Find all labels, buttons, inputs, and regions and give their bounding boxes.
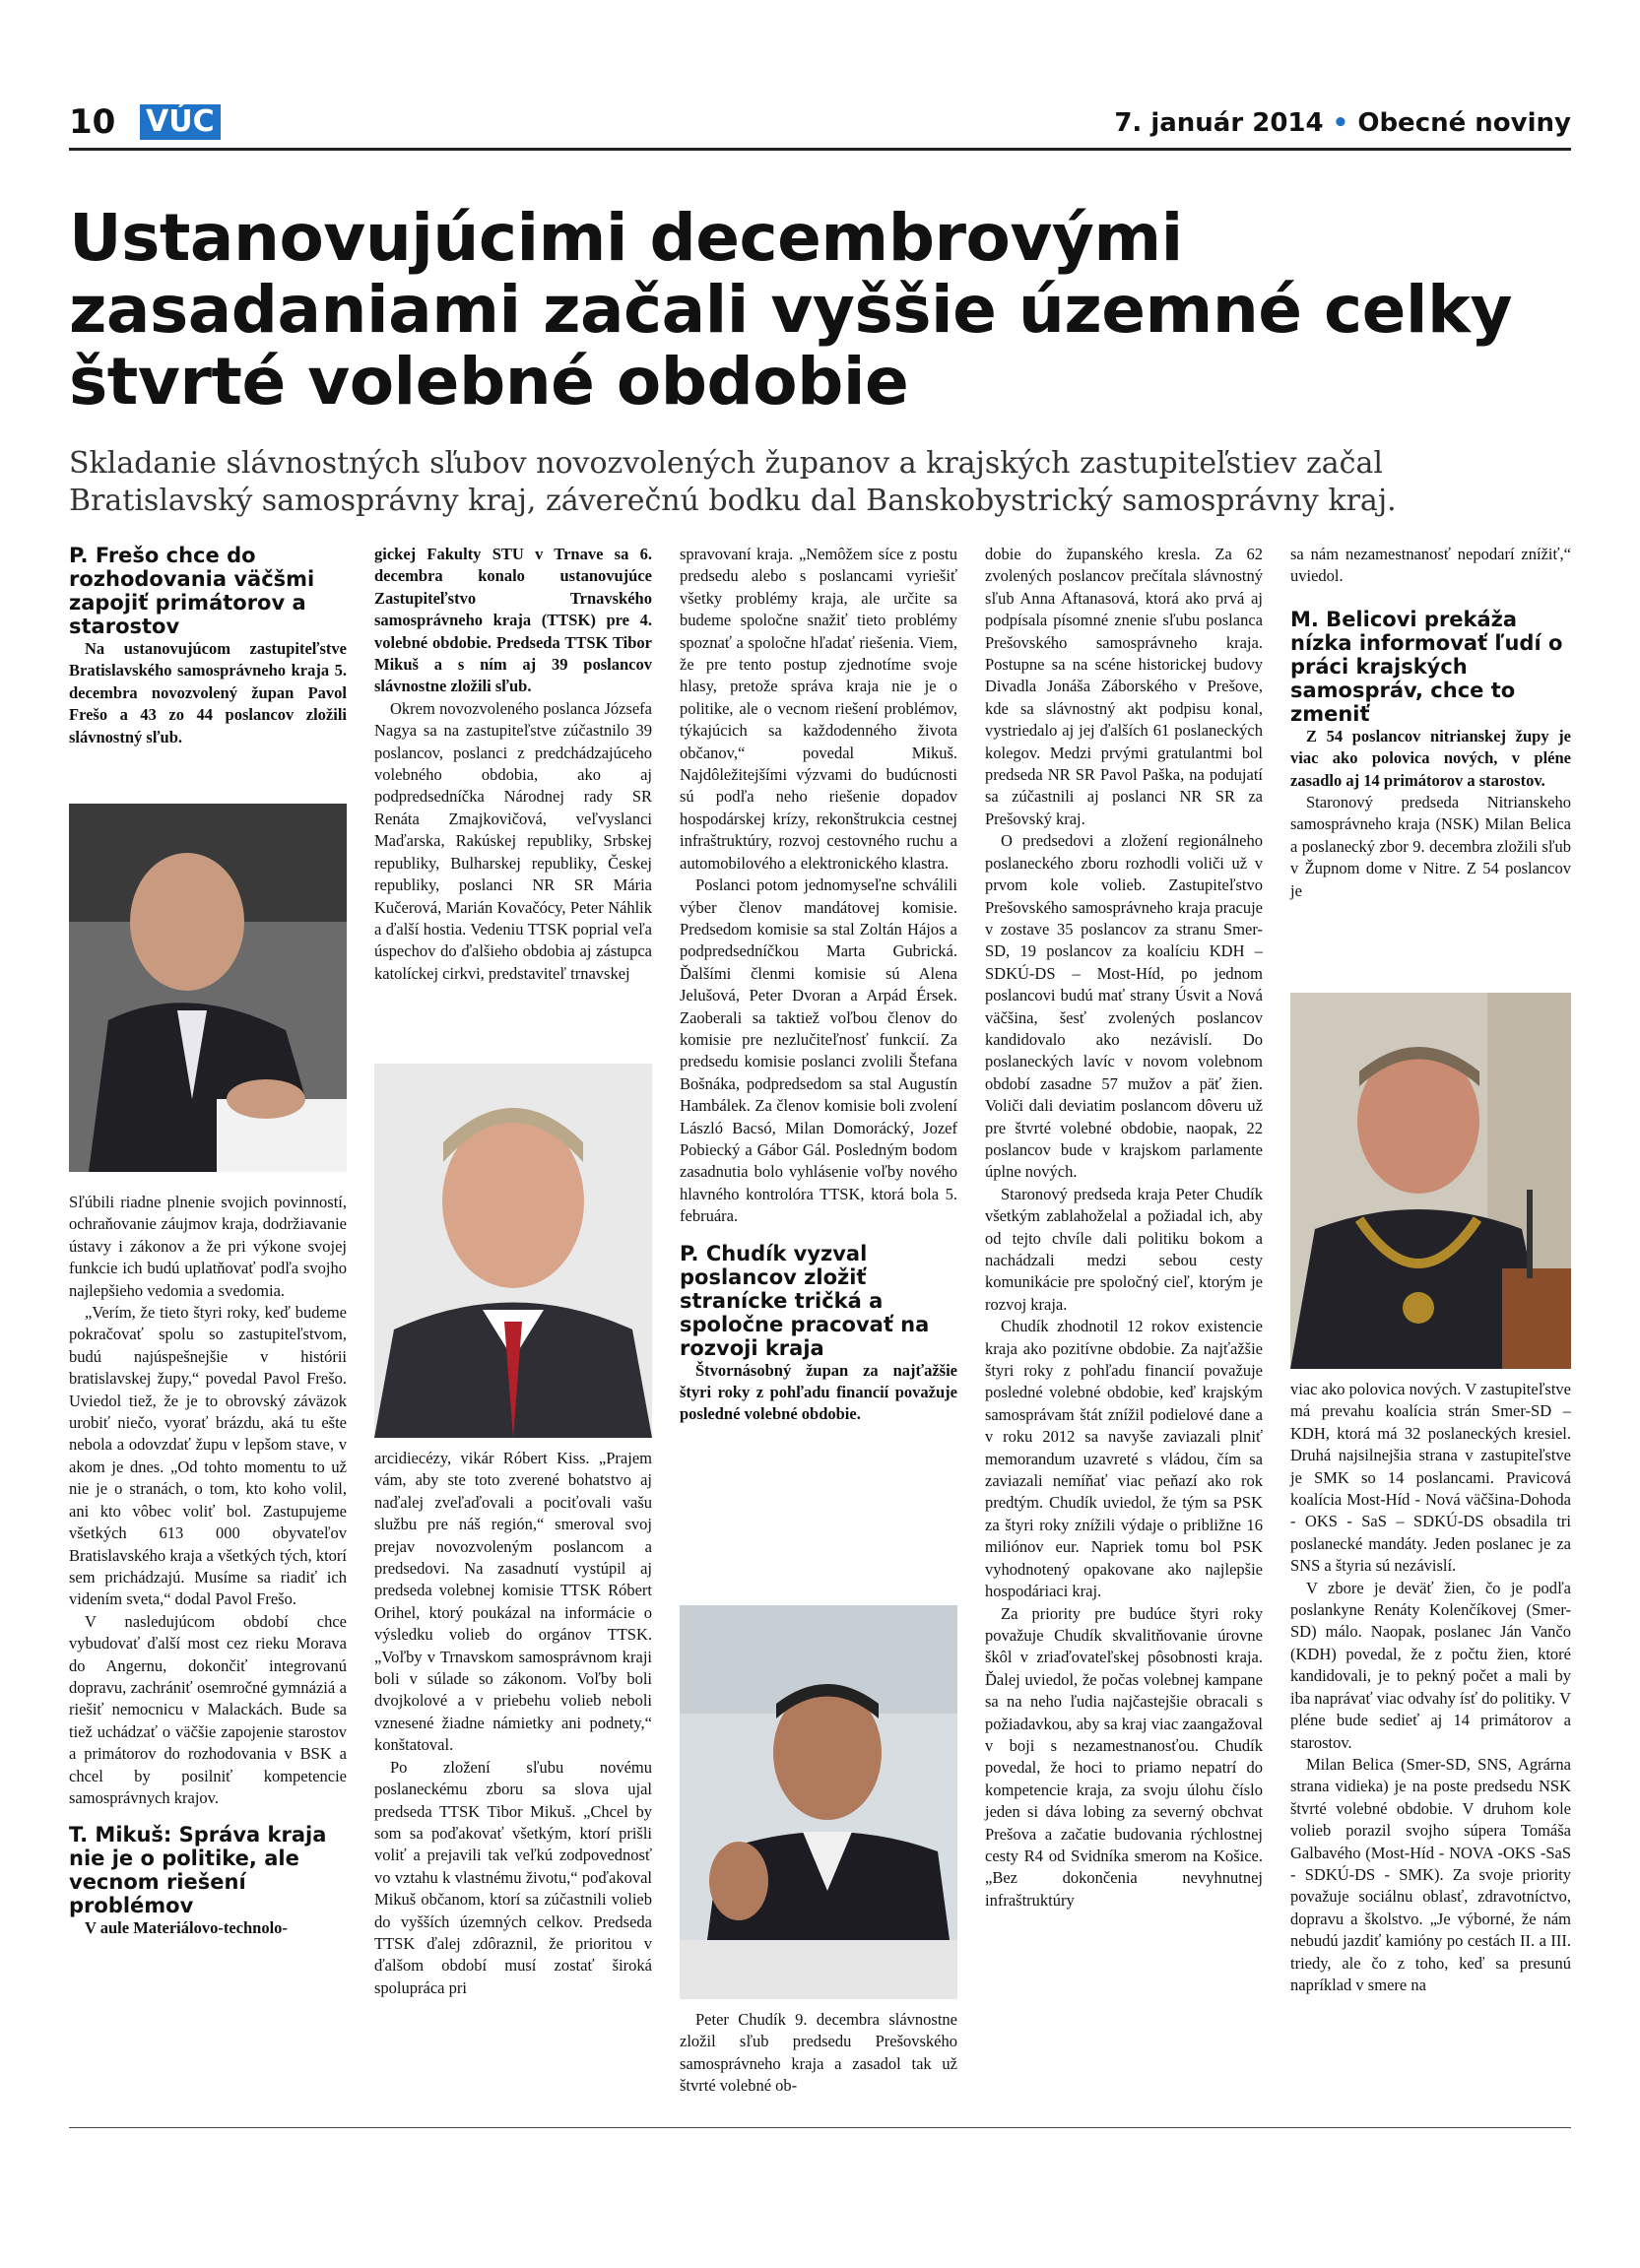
- photo-mikus-image: [374, 1064, 652, 1438]
- paragraph: viac ako polovica nových. V zastupiteľstve má prevahu koalícia strán Smer-SD – KDH, ktorá má 32 poslaneckých kresiel. Druhá najsilnejšia strana v zastupiteľstve je SMK so 14 poslancami. Pravicová koalícia Most-Híd - Nová väčšina-Dohoda - OKS - SaS – SDKÚ-DS obsadila tri poslanecké mandáty. Jeden poslanec je za SNS a štyria sú nezávislí.: [1290, 1380, 1571, 1576]
- photo-milan-belica: [1290, 993, 1571, 1369]
- paragraph: Okrem novozvoleného poslanca Józsefa Nagya sa na zastupiteľstve zúčastnilo 39 poslancov, poslanci z predchádzajúceho volebného obdobia, ako aj podpredsedníčka Národnej rady SR Renáta Zmajkovičová, veľvyslanci Maďarska, Rakúskej republiky, Srbskej republiky, Bulharskej republiky, Českej republiky, poslanci NR SR Mária Kučerová, Marián Kovačócy, Peter Náhlik a ďalší hostia. Vedeniu TTSK poprial veľa úspechov do ďalšieho obdobia aj zástupca katolíckej cirkvi, predstaviteľ trnavskej: [374, 698, 652, 983]
- subhead-freso: P. Frešo chce do rozhodovania väčšmi zapojiť primátorov a starostov: [69, 544, 315, 638]
- section-logo: VÚC: [140, 104, 221, 140]
- issue-date: 7. január 2014: [1114, 108, 1324, 138]
- photo-peter-chudik: [680, 1605, 957, 1999]
- column-2: [374, 544, 652, 985]
- paragraph: „Verím, že tieto štyri roky, keď budeme pokračovať spolu so zastupiteľstvom, budú najúspešnejšie v histórii bratislavskej župy,“ povedal Pavol Frešo. Uviedol tiež, že je to obrovský záväzok urobiť niečo, vyorať brázdu, aká tu ešte nebola a odovzdať župu v lepšom stave, v akom je dnes. „Od tohto momentu to už nie je o stranách, o tom, kto koho volil, ani kto vôbec voliť bol. Zastupujeme všetkých 613 000 obyvateľov Bratislavského kraja a všetkých tých, ktorí sem prichádzajú. Musíme sa riadiť ich videním sveta,“ dodal Pavol Frešo.: [69, 1303, 347, 1609]
- paragraph: spravovaní kraja. „Nemôžem síce z postu predsedu alebo s poslancami vyriešiť všetky problémy kraja, ale určite sa budeme spoločne snažiť tieto problémy spoznať a spoločne hľadať riešenia. Viem, že pre tento postup zjednotíme svoje hlasy, pretože správa kraja nie je o politike, ale o vecnom riešení problémov, týkajúcich sa každodenného života občanov,“ povedal Mikuš. Najdôležitejšími výzvami do budúcnosti sú podľa neho riešenie dopadov hospodárskej krízy, rekonštrukcia cestnej infraštruktúry, rozvoj cestovného ruchu a automobilového a elektronického klastra.: [680, 545, 957, 873]
- paragraph: arcidiecézy, vikár Róbert Kiss. „Prajem vám, aby ste toto zverené bohatstvo aj naďalej zveľaďovali a pociťovali vašu službu pre náš región,“ smeroval svoj prejav novozvoleným poslancom a predsedovi. Na zasadnutí vystúpil aj predseda volebnej komisie TTSK Róbert Orihel, ktorý poukázal na informácie o výsledku volieb do orgánov TTSK. „Voľby v Trnavskom samosprávnom kraji boli v súlade so zákonom. Voľby boli dvojkolové a v priebehu volieb neboli vznesené žiadne námietky ani podnety,“ konštatoval.: [374, 1449, 652, 1755]
- page-header: [69, 98, 1571, 151]
- paragraph: sa nám nezamestnanosť nepodarí znížiť,“ uviedol.: [1290, 545, 1571, 586]
- paragraph: O predsedovi a zložení regionálneho poslaneckého zboru rozhodli voliči už v prvom kole volieb. Zastupiteľstvo Prešovského samosprávneho kraja pracuje v zostave 35 poslancov za stranu Smer-SD, 19 poslancov za koalíciu KDH – SDKÚ-DS – Most-Híd, po jednom poslancovi budú mať strany Úsvit a Nová väčšina, šesť zvolených poslancov kandidovalo ako nezávislí. Do poslaneckých lavíc v novom volebnom období zasadne 57 mužov a päť žien. Voliči dali deviatim poslancom dôveru už pre štvrté volebné obdobie, naopak, 22 poslancov bude v krajskom parlamente úplne nových.: [985, 831, 1263, 1182]
- page-number: 10: [69, 102, 116, 142]
- paragraph: Milan Belica (Smer-SD, SNS, Agrárna strana vidieka) je na poste predsedu NSK štvrté volebné obdobie. V druhom kole volieb porazil svojho súpera Tomáša Galbavého (Most-Híd - NOVA -OKS -SaS - SDKÚ-DS - SMK). Za svoje priority považuje sociálnu oblasť, zdravotníctvo, dopravu a školstvo. „Je výborné, že nám nebudú jazdiť kamióny po cestách II. a III. triedy, ale čo z toho, keď sa presunú napríklad v smere na: [1290, 1754, 1571, 1994]
- photo-freso-image: [69, 804, 347, 1172]
- photo-belica-image: [1290, 993, 1571, 1369]
- headline: Ustanovujúcimi decembrovými zasadaniami začali vyššie územné celky štvrté volebné obdobie: [69, 200, 1512, 420]
- deck: Skladanie slávnostných sľubov novozvolených županov a krajských zastupiteľstiev začal Bratislavský samosprávny kraj, záverečnú bodku dal Banskobystrický samosprávny kraj.: [69, 446, 1397, 518]
- paragraph: Staronový predseda kraja Peter Chudík všetkým zablahoželal a požiadal ich, aby od tejto chvíle dali politiku bokom a nachádzali medzi sebou cesty komunikácie pre spoločný cieľ, ktorým je rozvoj kraja.: [985, 1184, 1263, 1314]
- column-5: [1290, 544, 1571, 902]
- bottom-rule: [69, 2127, 1571, 2128]
- paragraph: Staronový predseda Nitrianskeho samosprávneho kraja (NSK) Milan Belica a poslanecký zbor 9. decembra zložili sľub v Župnom dome v Nitre. Z 54 poslancov je: [1290, 793, 1571, 900]
- lead-chudik: Štvornásobný župan za najťažšie štyri roky z pohľadu financií považuje posledné volebné obdobie.: [680, 1360, 957, 1424]
- bullet-separator: •: [1332, 108, 1349, 138]
- lead-mikus: V aule Materiálovo-technolo-: [85, 1918, 288, 1938]
- subhead-mikus: T. Mikuš: Správa kraja nie je o politike, ale vecnom riešení problémov: [69, 1823, 327, 1918]
- paragraph: Chudík zhodnotil 12 rokov existencie kraja ako pozitívne obdobie. Za najťažšie štyri roky z pohľadu financií považuje posledné volebné obdobie, keď krajským samosprávam štát znížil podielové dane a v roku 2012 sa navyše zaviazali plniť memorandum uzavreté s vládou, čím sa zaviazali nemíňať viac peňazí ako rok predtým. Chudík uviedol, že tým sa PSK za štyri roky znížili výdaje o približne 16 miliónov eur. Napriek tomu bol PSK vyhodnotený opakovane ako najlepšie hospodáriaci kraj.: [985, 1317, 1263, 1601]
- column-4: [985, 544, 1263, 1912]
- photo-caption-chudik: Peter Chudík 9. decembra slávnostne zložil sľub predsedu Prešovského samosprávneho kraja a zasadol tak už štvrté volebné ob-: [680, 2010, 957, 2096]
- column-1: [69, 544, 347, 748]
- column-3-caption: [680, 2009, 957, 2098]
- subhead-belica: M. Belicovi prekáža nízka informovať ľudí o práci krajských samospráv, chce to zmeniť: [1290, 607, 1563, 726]
- paragraph: Sľúbili riadne plnenie svojich povinností, ochraňovanie záujmov kraja, dodržiavanie ústavy i zákonov a že pri výkone svojej funkcie ich budú uplatňovať podľa svojho najlepšieho vedomia a svedomia.: [69, 1193, 347, 1300]
- photo-chudik-image: [680, 1605, 957, 1999]
- lead-freso: Na ustanovujúcom zastupiteľstve Bratislavského samosprávneho kraja 5. decembra novozvolený župan Pavol Frešo a 43 zo 44 poslancov zložili slávnostný sľub.: [69, 639, 347, 746]
- paragraph: Za priority pre budúce štyri roky považuje Chudík skvalitňovanie úrovne škôl v zriaďovateľskej pôsobnosti kraja. Ďalej uviedol, že počas volebnej kampane sa na neho ľudia najčastejšie obracali s požiadavkou, aby sa kraj viac zaangažoval v boji s nezamestnanosťou. Chudík povedal, že hoci to priamo nepatrí do kompetencie kraja, za svoju úlohu číslo jeden si dáva lobing za severný obchvat Prešova a začatie budovania rýchlostnej cesty R4 od Svidníka smerom na Košice. „Bez dokončenia nevyhnutnej infraštruktúry: [985, 1603, 1263, 1910]
- paragraph: V zbore je deväť žien, čo je podľa poslankyne Renáty Kolenčíkovej (Smer-SD) málo. Naopak, poslanec Ján Vančo (KDH) povedal, že z počtu žien, ktoré kandidovali, je to pekný počet a mali by iba naprávať viac odvahy ísť do politiky. V pléne bude sedieť aj 14 primátorov a starostov.: [1290, 1578, 1571, 1752]
- dateline: [1114, 108, 1571, 138]
- column-3: [680, 544, 957, 1426]
- column-2-continued: [374, 1448, 652, 1999]
- photo-tibor-mikus: [374, 1064, 652, 1438]
- paragraph: V nasledujúcom období chce vybudovať ďalší most cez rieku Morava do Angernu, dokončiť integrovanú dopravu, zachrániť osemročné gymnáziá a riešiť nemocnicu v Malackách. Bude sa tiež uchádzať o väčšie zapojenie starostov a primátorov do rozhodovania v BSK a chcel by posilniť kompetencie samosprávnych krajov.: [69, 1611, 347, 1807]
- column-5-continued: [1290, 1379, 1571, 1996]
- paragraph: Poslanci potom jednomyseľne schválili výber členov mandátovej komisie. Predsedom komisie sa stal Zoltán Hájos a podpredsedníčkou Marta Gubrická. Ďalšími členmi komisie sú Alena Jelušová, Peter Dvoran a Arpád Érsek. Zaoberali sa taktiež voľbou členov do komisie pre nezlučiteľnosť funkcií. Za predsedu komisie poslanci zvolili Štefana Bošnáka, podpredsedom sa stal Augustín Hambálek. Za členov komisie boli zvolení László Bacsó, Milan Domorácký, Jozef Pobiecký a Gábor Gál. Posledným bodom zasadnutia bolo vyhlásenie voľby nového hlavného kontrolóra TTSK, ktorá bola 5. februára.: [680, 875, 957, 1226]
- paragraph: dobie do županského kresla. Za 62 zvolených poslancov prečítala slávnostný sľub Anna Aftanasová, ktorá ako prvá aj podpísala písomné znenie sľubu poslanca Prešovského samosprávneho kraja. Postupne sa na scéne historickej budovy Divadla Jonáša Záborského v Prešove, kde sa slávnostný akt podpisu konal, vystriedalo aj jej ďalších 61 poslaneckých kolegov. Medzi prvými gratulantmi bol predseda NR SR Pavol Paška, na podujatí sa zúčastnili aj poslanci NR SR za Prešovský kraj.: [985, 545, 1263, 828]
- subhead-chudik: P. Chudík vyzval poslancov zložiť stranícke tričká a spoločne pracovať na rozvoji kraja: [680, 1241, 930, 1360]
- paragraph: Po zložení sľubu novému poslaneckému zboru sa slova ujal predseda TTSK Tibor Mikuš. „Chcel by som sa poďakovať všetkým, ktorí prišli voliť a prejavili tak veľkú zodpovednosť vo vztahu k vlastnému životu,“ poďakoval Mikuš občanom, ktorí sa zúčastnili volieb do vyšších územných celkov. Predseda TTSK ďalej zdôraznil, že prioritou v ďalšom období musí zostať široká spolupráca pri: [374, 1757, 652, 1997]
- lead-mikus-cont: gickej Fakulty STU v Trnave sa 6. decembra konalo ustanovujúce Zastupiteľstvo Trnavského samosprávneho kraja (TTSK) pre 4. volebné obdobie. Predseda TTSK Tibor Mikuš a s ním aj 39 poslancov slávnostne zložili sľub.: [374, 545, 652, 696]
- column-1-continued: [69, 1192, 347, 1940]
- photo-pavol-freso: [69, 804, 347, 1172]
- publication-name: Obecné noviny: [1357, 108, 1571, 138]
- lead-belica: Z 54 poslancov nitrianskej župy je viac ako polovica nových, v pléne zasadlo aj 14 primátorov a starostov.: [1290, 726, 1571, 790]
